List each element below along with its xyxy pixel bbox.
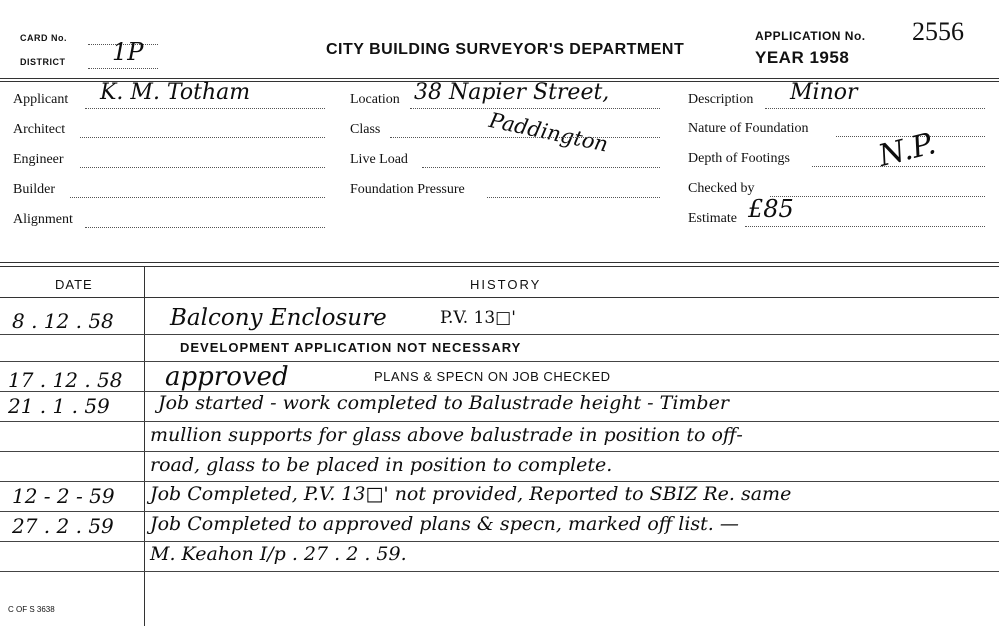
history-row-text: Job Completed, P.V. 13□' not provided, Reported to SBIZ Re. same — [150, 483, 792, 505]
history-top-rule-2 — [0, 266, 999, 267]
ruled-line — [0, 571, 999, 572]
depth-value: N.P. — [875, 126, 940, 174]
district-line — [88, 68, 158, 69]
date-column-divider — [144, 266, 145, 626]
ruled-line — [0, 361, 999, 362]
alignment-label: Alignment — [13, 212, 73, 227]
applicant-value: K. M. Totham — [100, 80, 251, 105]
form-code: C OF S 3638 — [8, 605, 55, 614]
history-header-rule — [0, 297, 999, 298]
application-number: 2556 — [912, 17, 964, 46]
history-row-text: Job Completed to approved plans & specn, marked off list. — — [150, 513, 739, 535]
engineer-line — [80, 167, 325, 168]
history-row-text: Balcony Enclosure — [170, 305, 387, 331]
application-label: APPLICATION No. — [755, 29, 866, 43]
history-row-date: 8 . 12 . 58 — [12, 309, 114, 333]
location-label: Location — [350, 92, 400, 107]
history-row-extra: PLANS & SPECN ON JOB CHECKED — [374, 369, 611, 384]
class-line — [390, 137, 660, 138]
estimate-line — [745, 226, 985, 227]
builder-label: Builder — [13, 182, 55, 197]
history-row-date: 27 . 2 . 59 — [12, 514, 114, 538]
applicant-label: Applicant — [13, 92, 69, 107]
card-no-label: CARD No. — [20, 33, 67, 43]
applicant-line — [85, 108, 325, 109]
engineer-label: Engineer — [13, 152, 64, 167]
description-line — [765, 108, 985, 109]
checked-line — [770, 196, 985, 197]
ruled-line — [0, 421, 999, 422]
architect-label: Architect — [13, 122, 66, 137]
ruled-line — [0, 481, 999, 482]
history-row-text: Job started - work completed to Balustrade height - Timber — [158, 392, 729, 414]
architect-line — [80, 137, 325, 138]
header-rule — [0, 78, 999, 79]
history-row-date: 21 . 1 . 59 — [8, 394, 110, 418]
foundation-pressure-label: Foundation Pressure — [350, 182, 465, 197]
history-row-text: M. Keahon I/p . 27 . 2 . 59. — [150, 543, 407, 565]
checked-label: Checked by — [688, 181, 755, 196]
location-value-1: 38 Napier Street, — [414, 80, 610, 105]
estimate-label: Estimate — [688, 211, 737, 226]
history-header: HISTORY — [470, 277, 542, 292]
builder-line — [70, 197, 325, 198]
estimate-value: £85 — [748, 195, 794, 223]
history-top-rule — [0, 262, 999, 263]
ruled-line — [0, 541, 999, 542]
description-value: Minor — [790, 80, 858, 105]
history-row-date: 17 . 12 . 58 — [8, 368, 123, 392]
history-row-extra: P.V. 13□' — [440, 308, 516, 328]
ruled-line — [0, 334, 999, 335]
ruled-line — [0, 451, 999, 452]
history-row-text: approved — [165, 362, 289, 392]
location-line — [410, 108, 660, 109]
district-value: 1P — [112, 38, 144, 66]
history-row-date: 12 - 2 - 59 — [12, 484, 115, 508]
year-label: YEAR 1958 — [755, 48, 850, 67]
date-header: DATE — [55, 277, 93, 292]
description-label: Description — [688, 92, 754, 107]
nature-label: Nature of Foundation — [688, 121, 809, 136]
live-load-label: Live Load — [350, 152, 408, 167]
class-label: Class — [350, 122, 381, 137]
foundation-pressure-line — [487, 197, 660, 198]
history-row-text: mullion supports for glass above balustrade in position to off- — [150, 424, 743, 446]
ruled-line — [0, 511, 999, 512]
alignment-line — [85, 227, 325, 228]
depth-label: Depth of Footings — [688, 151, 790, 166]
district-label: DISTRICT — [20, 57, 66, 67]
department-title: CITY BUILDING SURVEYOR'S DEPARTMENT — [326, 41, 685, 58]
location-value-2: Paddington — [487, 108, 611, 157]
live-load-line — [422, 167, 660, 168]
history-row-text: road, glass to be placed in position to complete. — [150, 454, 613, 476]
history-row-text: DEVELOPMENT APPLICATION NOT NECESSARY — [180, 340, 522, 355]
